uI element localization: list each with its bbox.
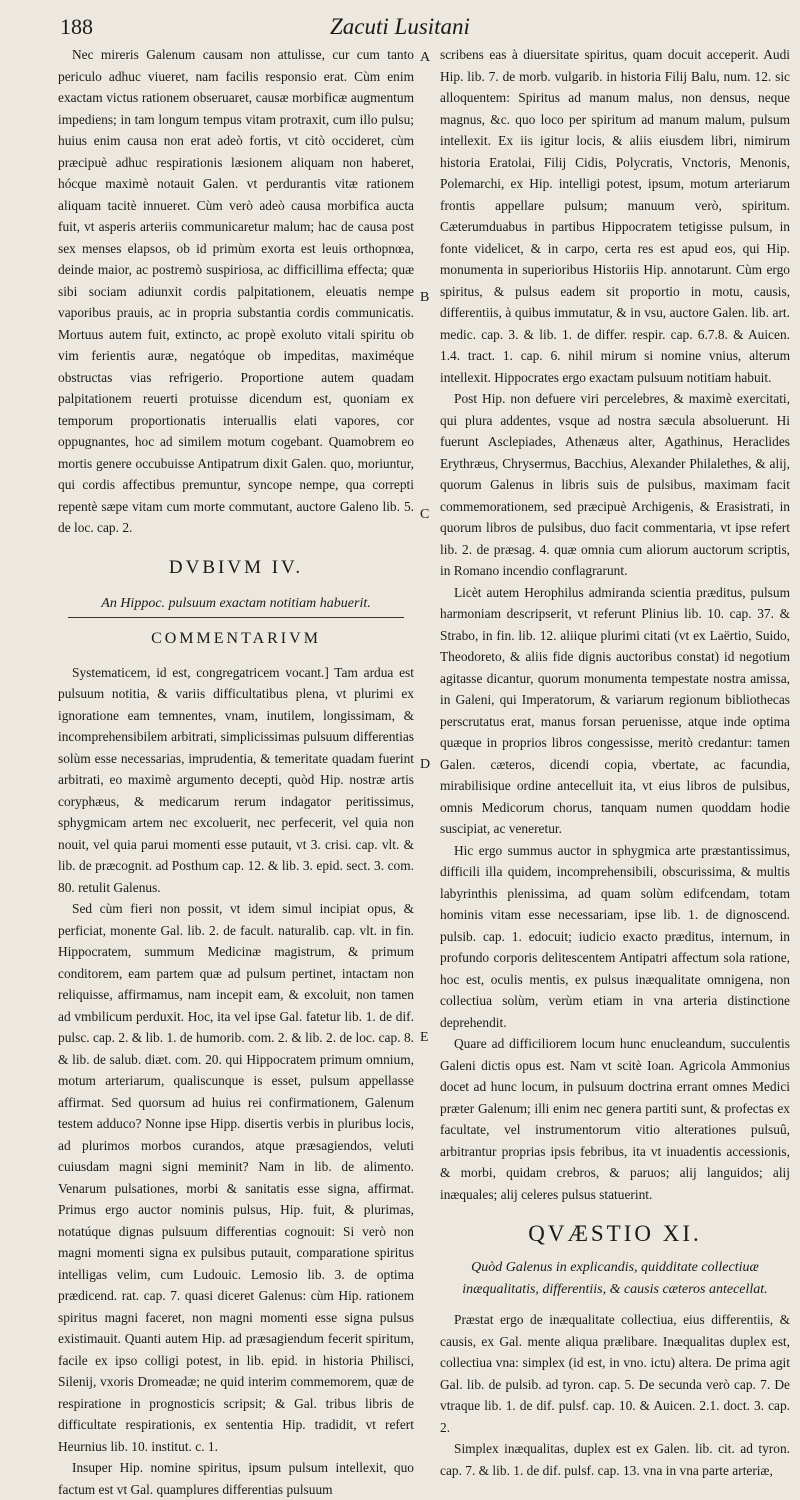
paragraph: Systematicem, id est, congregatricem vocant.] Tam ardua est pulsuum notitia, & variis difficultatibus plena, vt plurimi ex ignoratione eam temnentes, vnam, inutilem, longissimam, & incomprehensibilem arbitrati, simplicissimas pulsuum differentias solùm esse necessarias, imprudentia, & temeritate quadam fuerint arbitrati, eo maximè argumento decepti, quòd Hip. nostræ artis coryphæus, & medicarum rerum indagator peritissimus, sphygmicam artem nec excoluerit, nec perfecerit, vel quia non nouit, vel quia parui momenti esse putauit, vt 3. crisi. cap. vlt. & lib. de præcognit. ad Posthum cap. 12. & lib. 3. epid. sect. 3. com. 80. retulit Galenus. [58, 664, 414, 895]
quaestio-heading: QVÆSTIO XI. [528, 1221, 702, 1246]
page-number: 188 [60, 14, 93, 39]
quaestio-title: Quòd Galenus in explicandis, quidditate collectiuæ inæqualitatis, differentiis, & causis cæteros antecellat. [462, 1260, 768, 1297]
paragraph: scribens eas à diuersitate spiritus, quam docuit acceperit. Audi Hip. lib. 7. de morb. vulgarib. in historia Filij Balu, num. 12. sic alloquentem: Spiritus ad manum malus, non densus, neque magnus, &c. quo loco per spiritum ad manum malum, pulsum intellexit. Ex iis igitur locis, & aliis eiusdem libri, nimirum historia Eratolai, Filij Cidis, Polycratis, Vnctoris, Menonis, Polemarchi, ex Hip. intelligi potest, ipsum, motum arteriarum frontis appellare pulsum; manuum verò, spiritum. Cæterumduabus in partibus Hippocratem tetigisse pulsum, in fonte videlicet, & in carpo, certa res est apud eos, qui Hip. monumenta in superioribus Historiis Hip. annotarunt. Cùm ergo spiritus, & pulsus eadem sit proportio in motu, causis, differentiis, à quibus immutatur, & in vsu, auctore Galen. lib. art. medic. cap. 3. & lib. 1. de differ. respir. cap. 6.7.8. & Auicen. 1.4. tract. 1. cap. 6. nihil mirum si nomine vnius, alterum intellexit. Hippocrates ergo exactam pulsuum notitiam habuit. [440, 47, 790, 385]
right-column [440, 44, 790, 1478]
margin-letter-c: C [420, 507, 430, 522]
paragraph: Licèt autem Herophilus admiranda scientia præditus, pulsum harmoniam descripserit, vt referunt Plinius lib. 10. cap. 37. & Strabo, in fin. lib. 12. aliique plurimi citati (vt ex Laërtio, Suido, Theodoreto, & aliis fide dignis auctoribus constat) id negotium agitasse dicantur, quorum monumenta tempestate nostra amissa, in Galeni, qui Imperatorum, & variarum regionum bibliothecas perscrutatus erat, manus forsan peruenisse, atque inde optima quæque in proprios libros congessisse, meritò credantur: tamen Galen. cæteros, dicendi copia, vbertate, ac facundia, mirabilisique ordine antecelluit ita, vt eius libros de pulsibus, omnis Medicorum chorus, tanquam numen quoddam hodie suscipiat, ac veneretur. [440, 584, 790, 836]
margin-letter-a: A [420, 50, 431, 65]
paragraph: Hic ergo summus auctor in sphygmica arte præstantissimus, difficili illa quidem, incomprehensibili, obscurissima, & multis labyrinthis plenissima, ad quam solùm edifcendam, totam hominis vitam esse necessariam, ipse lib. 1. de dignoscend. pulsib. cap. 1. edocuit; iudicio exacto præditus, internum, in profundo corporis delitescentem Antipatri affectum sola ratione, hoc est, oculis mentis, ex pulsus inæqualitate omnigena, non collectiua solùm, verùm etiam in vna arteria distinctione deprehendit. [440, 842, 790, 1030]
left-column [58, 44, 414, 1497]
paragraph: Nec mireris Galenum causam non attulisse, cur cum tanto periculo adhuc viueret, nam facilis responsio erat. Cùm enim exactam victus rationem obseruaret, causæ morbificæ augmentum impediens; in tam longum tempus vitam protraxit, cum illo pulsu; huius enim causa non erat adeò fortis, vt citò occideret, cùm præcipuè adhuc respirationis læsionem aliquam non haberet, hócque maximè notauit Galen. vt perdurantis vitæ rationem aliquam tacitè innueret. Cùm verò adeò causa morbifica aucta fuit, vt asperis arteriis communicaretur malum; hac de causa post sex menses elapsos, ob id primùm exorta est leuis orthopnœa, deinde maior, ac postremò suspiriosa, ac difficillima effecta; quæ sibi sociam adiunxit cordis palpitationem, eleuatis nempe vaporibus prauis, ac in propria substantia cordis communicatis. Mortuus autem fuit, extincto, ac propè exoluto vitali spiritu ob vim ferientis auræ, negatóque ob impeditas, maximéque obstructas vias refrigerio. Proportione autem quadam palpitationem reuerti protuisse dicendum est, quoniam ex temporum proportionatis interuallis elati vapores, cor oppugnantes, hoc ad similem motum cogebant. Quamobrem eo mortis genere occubuisse Antipatrum dixit Galen. quo, moriuntur, qui cordis affectibus premuntur, syncope nempe, qua correpti repentè sæpe vitam cum morte commutant, auctore Galeno lib. 5. de loc. cap. 2. [58, 47, 414, 535]
dubium-title: An Hippoc. pulsuum exactam notitiam habuerit. [68, 593, 404, 618]
paragraph: Post Hip. non defuere viri percelebres, & maximè exercitati, qui plura addentes, vsque ad nostra sæcula absoluerunt. Hi fuerunt Asclepiades, Athenæus alter, Agathinus, Heraclides Erythræus, Chrysermus, Bacchius, Alexander Philalethes, & alij, quorum Galenus in libris suis de pulsibus, maximam facit commemorationem, sed præcipuè Archigenis, & Erasistrati, in quorum libros de pulsibus, duo facit commentaria, vt ipse refert lib. 2. de præsag. 4. quæ omnia cum aliorum auctorum scriptis, in Romano incendio conflagrarunt. [440, 391, 790, 578]
paragraph: Sed cùm fieri non possit, vt idem simul incipiat opus, & perficiat, monente Gal. lib. 2. de facult. naturalib. cap. vlt. in fin. Hippocratem, summum Medicinæ magistrum, & primum conditorem, eam partem quæ ad pulsum pertinet, intactam non reliquisse, affirmamus, nam incepit eam, & excoluit, non tamen ad vmbilicum perduxit. Hoc, ita vel ipse Gal. fatetur lib. 1. de dif. pulsc. cap. 2. & lib. 1. de humorib. com. 2. & lib. 2. de loc. cap. 8. & lib. de salub. diæt. com. 20. qui Hippocratem primum omnium, motum arteriarum, qualiscunque is esset, pulsum appellasse affirmat. Sed quorsum ad huius rei confirmationem, Galenum testem adduco? Nonne ipse Hipp. disertis verbis in pluribus locis, ad plurimos morbos curandos, atque præsagiendos, veluti cuiusdam magni signi meminit? Nam in lib. de alimento. Venarum pulsationes, morbi & sanitatis esse signa, affirmat. Primus ergo auctor nominis pulsus, Hip. fuit, & plurimas, notatúque dignas pulsuum differentias cognouit: Si verò non magni momenti signa ex pulsibus putauit, comparatione spiritus intelligas velim, cum Ludouic. Lemosio lib. 3. de optima prædicend. rat. cap. 7. quasi diceret Galenus: cùm Hip. rationem spiritus magni faceret, non magni momenti esse signa pulsus existimauit. Quanti autem Hip. ad præsagiendum fecerit spiritum, facile ex ipso colligi potest, in lib. epid. in historia Philisci, Silenij, vxoris Dromeadæ; ne quid interim commemorem, quæ de respiratione in prognosticis scripsit; & Gal. tribus libris de difficultate respirationis, ex sententia Hip. tradidit, vt refert Heurnius lib. 10. institut. c. 1. [58, 901, 414, 1454]
page-header [0, 10, 800, 44]
margin-letter-d: D [420, 757, 431, 772]
running-head: Zacuti Lusitani [330, 14, 470, 39]
commentarium-heading: COMMENTARIVM [151, 629, 321, 647]
margin-letter-b: B [420, 290, 430, 305]
paragraph: Quare ad difficiliorem locum hunc enucleandum, succulentis Galeni dictis opus est. Nam vt scitè Ioan. Agricola Ammonius docet ad hunc locum, in pulsuum doctrina errant omnes Medici præter Galenum; illi enim nec genera partiti sunt, & profectas ex facultate, vel instrumentorum vitio alterationes pulsuû, arbitrantur proprias ipsis febribus, ita vt inuadentis accessionis, & morbi, quidam crebros, & paruos; alij languidos; alij inæquales; alij celeres pulsus statuerint. [440, 1036, 790, 1202]
margin-letter-e: E [420, 1030, 429, 1045]
dubium-heading: DVBIVM IV. [168, 556, 304, 578]
paragraph: Simplex inæqualitas, duplex est ex Galen. lib. cit. ad tyron. cap. 7. & lib. 1. de dif. pulsf. cap. 13. vna in vna parte arteriæ, [440, 1441, 790, 1478]
paragraph: Præstat ergo de inæqualitate collectiua, eius differentiis, & causis, ex Gal. mente aliqua prælibare. Inæqualitas duplex est, collectiua vna: simplex (id est, in vno. ictu) altera. De prima agit Gal. lib. de pulsib. ad tyron. cap. 5. De secunda verò cap. 7. De vtraque lib. 1. de dif. pulsf. cap. 10. & Auicen. 2.1. doct. 3. cap. 2. [440, 1312, 790, 1435]
paragraph: Insuper Hip. nomine spiritus, ipsum pulsum intellexit, quo factum est vt Gal. quamplures differentias pulsuum [58, 1460, 414, 1497]
